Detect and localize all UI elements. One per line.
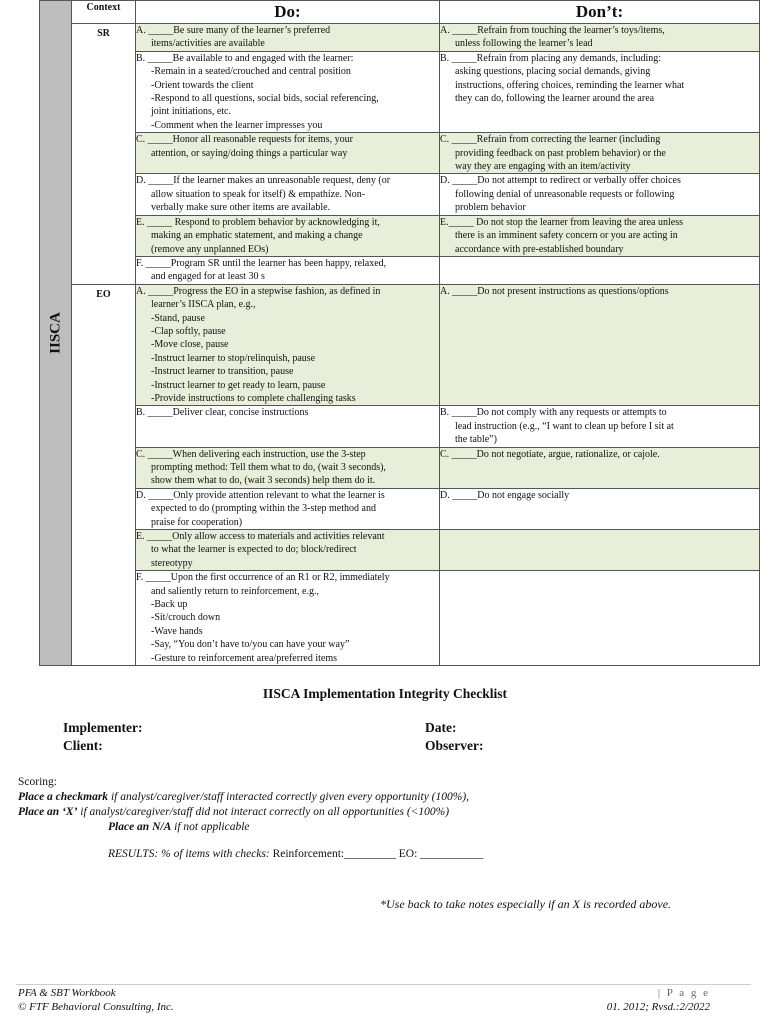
sr-context-label: SR [72,24,136,285]
sr-do-item [136,133,440,174]
table-row [40,447,760,488]
sr-do-item [136,215,440,256]
checklist-line: unless following the learner’s lead [455,38,593,50]
footer-left [18,986,174,1014]
checklist-line: allow situation to speak for itself) & empathize. Non- [151,188,366,200]
checklist-line: -Wave hands [151,625,203,637]
checklist-line: C. _____Honor all reasonable requests for items, your [136,134,353,146]
checklist-line: E. _____ Respond to problem behavior by acknowledging it, [136,216,380,228]
checklist-line: lead instruction (e.g., “I want to clean up before I sit at [455,420,674,432]
results-label: RESULTS: % of items with checks: [108,848,270,860]
sr-dont-item [440,256,760,284]
eo-dont-item [440,488,760,529]
checklist-line: F. _____Program SR until the learner has been happy, relaxed, [136,257,387,269]
checklist-line: B. _____Deliver clear, concise instructions [136,407,309,419]
checklist-line: D. _____Do not engage socially [440,489,570,501]
checklist-line: -Sit/crouch down [151,612,221,624]
eo-dont-item [440,530,760,571]
eo-dont-item [440,284,760,406]
checklist-line: A. _____Do not present instructions as questions/options [440,285,669,297]
na-rule-text: if not applicable [171,821,250,833]
checklist-line: and saliently return to reinforcement, e.g., [151,585,319,597]
checklist-line: -Instruct learner to transition, pause [151,366,294,378]
checklist-line: instructions, offering choices, reminding the learner what [455,79,685,91]
checklist-line: F. _____Upon the first occurrence of an R1 or R2, immediately [136,572,390,584]
table-row [40,174,760,215]
eo-do-item [136,284,440,406]
sr-dont-item [440,133,760,174]
footer-right [607,986,710,1014]
checklist-line: -Respond to all questions, social bids, social referencing, [151,93,379,105]
scoring-section [18,775,483,862]
checklist-line: D. _____If the learner makes an unreasonable request, deny (or [136,175,391,187]
eo-do-item [136,530,440,571]
checklist-line: way they are engaging with an item/activity [455,161,631,173]
checklist-line: C. _____When delivering each instruction, use the 3-step [136,448,366,460]
checklist-line: A. _____Be sure many of the learner’s preferred [136,25,331,36]
sr-do-item [136,24,440,52]
checklist-line: attention, or saying/doing things a particular way [151,147,348,159]
checklist-line: to what the learner is expected to do; block/redirect [151,544,357,556]
checklist-line: E. _____Only allow access to materials and activities relevant [136,531,385,543]
table-row [40,530,760,571]
table-row [40,51,760,132]
table-row [40,284,760,406]
checklist-line: C. _____Refrain from correcting the learner (including [440,134,661,146]
checklist-line: D. _____Do not attempt to redirect or verbally offer choices [440,175,681,187]
revision-date: 01. 2012; Rvsd.:2/2022 [606,1001,710,1013]
checklist-line: expected to do (prompting within the 3-step method and [151,503,376,515]
sr-do-item [136,174,440,215]
checklist-line: D. _____Only provide attention relevant to what the learner is [136,489,385,501]
checklist-line: stereotypy [151,557,193,569]
checklist-line: -Instruct learner to stop/relinquish, pause [151,352,316,364]
checklist-line: -Orient towards the client [151,79,254,91]
eo-dont-item [440,571,760,666]
checklist-line: -Move close, pause [151,339,229,351]
eo-context-label: EO [72,284,136,665]
copyright: © FTF Behavioral Consulting, Inc. [18,1001,174,1013]
checklist-line: they can do, following the learner around the area [455,93,655,105]
checklist-line: E._____ Do not stop the learner from leaving the area unless [440,216,683,228]
checkmark-rule-text: if analyst/caregiver/staff interacted correctly given every opportunity (100%), [108,791,470,803]
date-label: Date: [425,720,457,735]
workbook-name: PFA & SBT Workbook [18,987,116,999]
checklist-line: accordance with pre-established boundary [455,243,624,255]
checklist-line: prompting method: Tell them what to do, (wait 3 seconds), [151,462,386,473]
checklist-line: -Instruct learner to get ready to learn, pause [151,379,326,391]
checklist-line: -Say, “You don’t have to/you can have your way” [151,639,350,651]
checklist-line: -Remain in a seated/crouched and central position [151,66,351,78]
checklist-line: -Provide instructions to complete challenging tasks [151,392,356,404]
checklist-line: asking questions, placing social demands, giving [455,66,651,78]
context-header: Context [72,1,136,24]
checklist-line: and engaged for at least 30 s [151,271,265,283]
checklist-line: B. _____Do not comply with any requests or attempts to [440,407,667,419]
results-reinforcement: Reinforcement:_________ [269,848,396,860]
checklist-line: show them what to do, (wait 3 seconds) help them do it. [151,475,376,487]
checklist-line: -Gesture to reinforcement area/preferred items [151,652,338,664]
checklist-line: -Clap softly, pause [151,325,226,337]
eo-dont-item [440,406,760,447]
checklist-title: IISCA Implementation Integrity Checklist [262,686,508,701]
eo-do-item [136,571,440,666]
scoring-heading: Scoring: [18,776,57,788]
iisca-side-label: IISCA [46,312,63,354]
eo-do-item [136,447,440,488]
sr-do-item [136,51,440,132]
sr-dont-item [440,24,760,52]
page-label: | P a g e [657,987,710,999]
sr-dont-item [440,215,760,256]
x-rule: Place an ‘X’ [18,806,78,818]
eo-do-item [136,488,440,529]
checklist-line: A. _____Progress the EO in a stepwise fashion, as defined in [136,285,381,297]
footer-divider [16,984,751,985]
checklist-line: B. _____Refrain from placing any demands, including: [440,52,662,64]
sr-dont-item [440,174,760,215]
sr-dont-item [440,51,760,132]
checklist-line: following denial of unreasonable requests or following [455,188,675,200]
implementer-label: Implementer: [63,720,143,735]
table-row [40,133,760,174]
client-label: Client: [63,738,103,753]
table-row [40,488,760,529]
checklist-line: B. _____Be available to and engaged with the learner: [136,52,354,64]
checklist-line: C. _____Do not negotiate, argue, rationalize, or cajole. [440,448,660,460]
iisca-side-label-cell [40,1,72,666]
notes-reminder: *Use back to take notes especially if an X is recorded above. [380,897,672,911]
do-header: Do: [136,1,440,24]
iisca-table [39,0,760,666]
eo-do-item [136,406,440,447]
checklist-line: joint initiations, etc. [151,106,231,118]
checklist-line: verbally make sure other items are available. [151,202,331,214]
table-row [40,256,760,284]
checklist-line: -Back up [151,599,188,611]
checklist-line: items/activities are available [151,38,265,50]
observer-label: Observer: [425,738,484,753]
x-rule-text: if analyst/caregiver/staff did not interact correctly on all opportunities (<100%) [77,806,450,818]
na-rule: Place an N/A [108,821,172,833]
dont-header: Don’t: [440,1,760,24]
checklist-line: there is an imminent safety concern or you are acting in [455,230,678,242]
checklist-line: A. _____Refrain from touching the learner’s toys/items, [440,25,665,36]
checkmark-rule: Place a checkmark [18,791,109,803]
checklist-line: the table”) [455,434,497,446]
sr-do-item [136,256,440,284]
checklist-line: -Stand, pause [151,312,205,324]
checklist-line: (remove any unplanned EOs) [151,243,269,255]
table-row [40,406,760,447]
table-row [40,24,760,52]
table-row [40,215,760,256]
results-eo: EO: ___________ [395,848,484,860]
checklist-line: problem behavior [455,202,526,214]
checklist-line: -Comment when the learner impresses you [151,119,323,131]
checklist-line: making an emphatic statement, and making a change [151,230,363,242]
checklist-line: providing feedback on past problem behavior) or the [455,147,666,159]
table-row [40,571,760,666]
checklist-line: learner’s IISCA plan, e.g., [151,299,256,311]
eo-dont-item [440,447,760,488]
checklist-line: praise for cooperation) [151,516,243,528]
